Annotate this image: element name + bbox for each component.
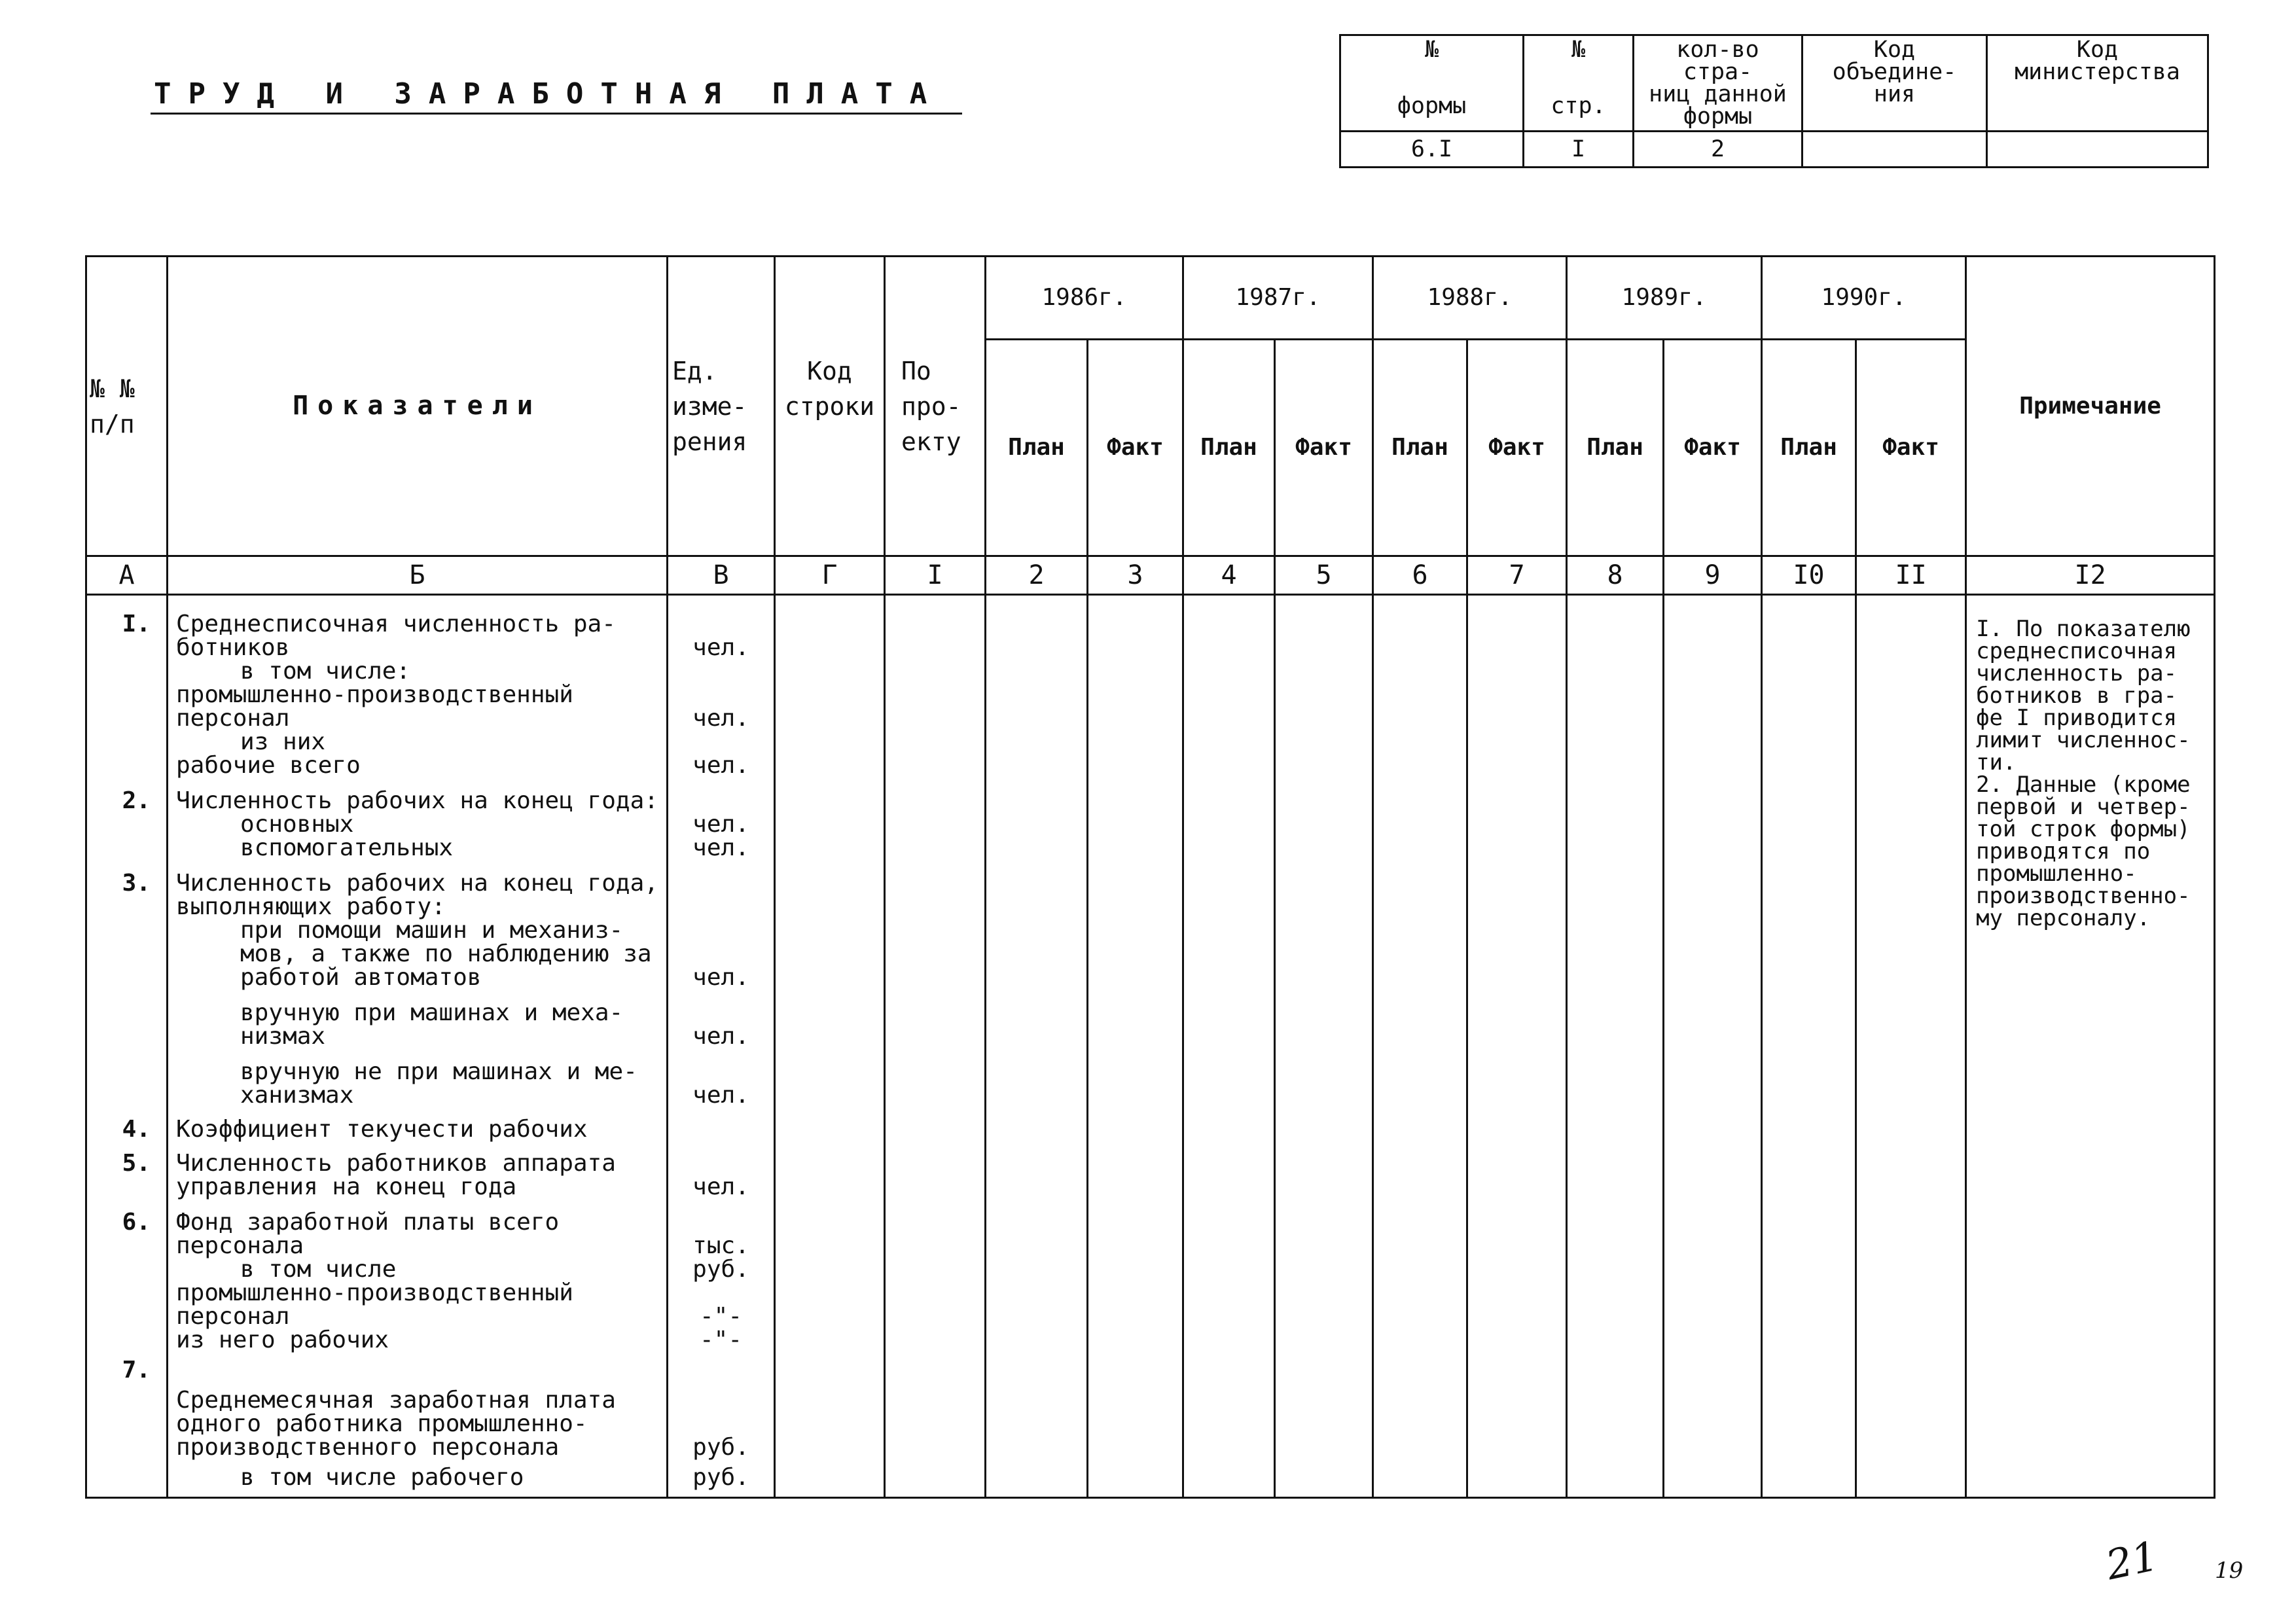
col-header-fact-1987: Факт (1275, 340, 1373, 556)
unit-of-measure (668, 613, 774, 636)
indicator-name (168, 1359, 666, 1382)
row-number (87, 1466, 166, 1489)
unit-of-measure: чел. (692, 811, 749, 838)
labor-wages-table (85, 255, 2214, 1499)
indicator-name: промышленно-производственный (176, 681, 573, 708)
indicator-name: в том числе: (240, 658, 411, 685)
unit-of-measure: тыс. (692, 1232, 749, 1259)
indicator-name: низмах (240, 1023, 326, 1050)
row-number (87, 730, 166, 754)
fact-1990-cell (1856, 595, 1966, 1498)
col-header-project: По про- екту (885, 257, 986, 556)
indicator-name: ботников (176, 634, 290, 661)
col-index: 5 (1275, 556, 1373, 595)
row-number (87, 1258, 166, 1281)
row-number: 6. (122, 1209, 151, 1236)
unit-of-measure (668, 1001, 774, 1025)
indicator-name: Среднесписочная численность ра- (176, 611, 616, 637)
col-index: 4 (1183, 556, 1275, 595)
col-index: II (1856, 556, 1966, 595)
col-index: 3 (1088, 556, 1183, 595)
row-number (87, 1025, 166, 1048)
row-number (87, 942, 166, 966)
header-row-years (86, 257, 2215, 340)
unit-of-measure (668, 683, 774, 707)
row-number: 5. (122, 1150, 151, 1177)
note-line: 2. Данные (кроме (1976, 772, 2191, 798)
association-code-value (1803, 132, 1987, 168)
indicator-name: одного работника промышленно- (176, 1410, 588, 1437)
unit-of-measure (668, 1060, 774, 1084)
form-number-value: 6.I (1340, 132, 1524, 168)
plan-1986-cell (986, 595, 1088, 1498)
col-index: 8 (1567, 556, 1664, 595)
indicator-name: из него рабочих (176, 1327, 389, 1353)
indicator-name: промышленно-производственный (176, 1279, 573, 1306)
col-header-plan-1988: План (1373, 340, 1467, 556)
page-count-value: 2 (1634, 132, 1803, 168)
unit-of-measure (668, 730, 774, 754)
unit-of-measure (668, 1412, 774, 1436)
col-header-plan-1986: План (986, 340, 1088, 556)
row-number: 7. (122, 1357, 151, 1383)
row-number (87, 1281, 166, 1305)
page-number-header: № стр. (1524, 35, 1634, 132)
col-index: 6 (1373, 556, 1467, 595)
plan-1989-cell (1567, 595, 1664, 1498)
indicator-names-column (168, 595, 668, 1498)
row-number (87, 1001, 166, 1025)
col-index: А (86, 556, 168, 595)
handwritten-page-number: 21 (2102, 1531, 2162, 1590)
note-line: лимит численнос- (1976, 727, 2191, 753)
indicator-name: выполняющих работу: (176, 893, 446, 920)
row-number: 2. (122, 787, 151, 814)
fact-1986-cell (1088, 595, 1183, 1498)
note-line: среднесписочная (1976, 638, 2178, 664)
row-number (87, 1305, 166, 1329)
unit-of-measure (668, 895, 774, 919)
indicator-name: Численность рабочих на конец года, (176, 870, 658, 897)
indicator-name: основных (240, 811, 354, 838)
unit-of-measure (668, 1281, 774, 1305)
printed-page-number: 19 (2215, 1558, 2244, 1584)
fact-1988-cell (1467, 595, 1567, 1498)
indicator-name: рабочие всего (176, 752, 361, 779)
unit-of-measure: чел. (692, 705, 749, 732)
row-number (87, 895, 166, 919)
row-numbers-column (86, 595, 168, 1498)
col-index: I2 (1966, 556, 2215, 595)
form-id-value-row (1340, 132, 2208, 168)
indicator-name: ханизмах (240, 1082, 354, 1109)
col-header-note: Примечание (1966, 257, 2215, 556)
col-header-plan-1987: План (1183, 340, 1275, 556)
row-number: I. (122, 611, 151, 637)
col-index: 9 (1664, 556, 1762, 595)
col-header-plan-1989: План (1567, 340, 1664, 556)
unit-of-measure: чел. (692, 964, 749, 991)
unit-of-measure (668, 942, 774, 966)
col-header-fact-1989: Факт (1664, 340, 1762, 556)
unit-of-measure (668, 789, 774, 813)
unit-of-measure: руб. (692, 1434, 749, 1461)
col-index: 2 (986, 556, 1088, 595)
col-header-fact-1988: Факт (1467, 340, 1567, 556)
unit-of-measure (668, 919, 774, 942)
col-header-year-1987: 1987г. (1183, 257, 1373, 340)
col-header-year-1986: 1986г. (986, 257, 1183, 340)
row-number (87, 836, 166, 860)
unit-of-measure: руб. (692, 1256, 749, 1283)
indicator-name: в том числе рабочего (240, 1464, 524, 1491)
indicator-name: Численность рабочих на конец года: (176, 787, 658, 814)
unit-of-measure (668, 1152, 774, 1175)
plan-1990-cell (1762, 595, 1856, 1498)
association-code-header: Код объедине- ния (1803, 35, 1987, 132)
row-number (87, 660, 166, 683)
row-number: 3. (122, 870, 151, 897)
unit-of-measure: -"- (699, 1303, 743, 1330)
page-title: ТРУД И ЗАРАБОТНАЯ ПЛАТА (154, 77, 944, 111)
form-id-header-row (1340, 35, 2208, 132)
row-number (87, 966, 166, 990)
indicator-body-row (86, 595, 2215, 1498)
row-number (87, 754, 166, 777)
plan-1987-cell (1183, 595, 1275, 1498)
notes-column (1966, 595, 2215, 1498)
indicator-name: персонала (176, 1232, 304, 1259)
col-header-indicator: Показатели (168, 257, 668, 556)
col-header-year-1989: 1989г. (1567, 257, 1762, 340)
indicator-name: из них (240, 728, 326, 755)
row-number (87, 707, 166, 730)
form-id-table (1339, 34, 2207, 162)
col-index: I0 (1762, 556, 1856, 595)
unit-of-measure: чел. (692, 1023, 749, 1050)
indicator-name: в том числе (240, 1256, 397, 1283)
col-header-year-1990: 1990г. (1762, 257, 1966, 340)
col-header-fact-1986: Факт (1088, 340, 1183, 556)
col-header-year-1988: 1988г. (1373, 257, 1567, 340)
note-line: I. По показателю (1976, 616, 2191, 642)
title-underline (151, 113, 962, 115)
unit-of-measure (668, 1211, 774, 1234)
indicator-name: при помощи машин и механиз- (240, 917, 624, 944)
col-header-num: № № п/п (86, 257, 168, 556)
unit-of-measure: чел. (692, 634, 749, 661)
row-number (87, 1436, 166, 1459)
indicator-name: вручную при машинах и меха- (240, 999, 624, 1026)
indicator-name: вспомогательных (240, 834, 454, 861)
page-count-header: кол-во стра- ниц данной формы (1634, 35, 1803, 132)
unit-of-measure: чел. (692, 1173, 749, 1200)
row-number (87, 636, 166, 660)
row-number (87, 813, 166, 836)
indicator-name: Коэффициент текучести рабочих (176, 1116, 588, 1143)
indicator-name: работой автоматов (240, 964, 482, 991)
fact-1987-cell (1275, 595, 1373, 1498)
row-number (87, 1329, 166, 1352)
indicator-name: вручную не при машинах и ме- (240, 1058, 637, 1085)
col-header-unit: Ед. изме- рения (668, 257, 775, 556)
col-index: I (885, 556, 986, 595)
col-header-plan-1990: План (1762, 340, 1856, 556)
note-line: той строк формы) (1976, 816, 2191, 842)
row-number (87, 919, 166, 942)
unit-of-measure: -"- (699, 1327, 743, 1353)
col-index: В (668, 556, 775, 595)
note-line: первой и четвер- (1976, 794, 2191, 820)
unit-of-measure (668, 660, 774, 683)
unit-of-measure (668, 1389, 774, 1412)
col-index: 7 (1467, 556, 1567, 595)
units-column (668, 595, 775, 1498)
unit-of-measure (668, 872, 774, 895)
note-line: численность ра- (1976, 660, 2178, 687)
col-header-line-code: Код строки (775, 257, 885, 556)
note-line: фе I приводится (1976, 705, 2178, 731)
unit-of-measure: чел. (692, 834, 749, 861)
col-header-fact-1990: Факт (1856, 340, 1966, 556)
project-cell (885, 595, 986, 1498)
note-line: приводятся по (1976, 838, 2151, 865)
plan-1988-cell (1373, 595, 1467, 1498)
page-number-value: I (1524, 132, 1634, 168)
note-line: ботников в гра- (1976, 683, 2178, 709)
indicator-name: управления на конец года (176, 1173, 517, 1200)
unit-of-measure (668, 1118, 774, 1141)
ministry-code-value (1987, 132, 2208, 168)
unit-of-measure (668, 1359, 774, 1382)
indicator-name: Среднемесячная заработная плата (176, 1387, 616, 1414)
row-number (87, 1060, 166, 1084)
indicator-name: Численность работников аппарата (176, 1150, 616, 1177)
note-line: ти. (1976, 749, 2017, 776)
indicator-name: персонал (176, 1303, 290, 1330)
note-line: му персоналу. (1976, 905, 2151, 931)
row-number (87, 1175, 166, 1199)
col-index: Б (168, 556, 668, 595)
indicator-name: Фонд заработной платы всего (176, 1209, 560, 1236)
fact-1989-cell (1664, 595, 1762, 1498)
row-number: 4. (122, 1116, 151, 1143)
unit-of-measure: чел. (692, 1082, 749, 1109)
indicator-name: мов, а также по наблюдению за (240, 940, 652, 967)
row-number (87, 1234, 166, 1258)
row-number (87, 1389, 166, 1412)
indicator-name: производственного персонала (176, 1434, 560, 1461)
unit-of-measure: руб. (692, 1464, 749, 1491)
form-number-header: № формы (1340, 35, 1524, 132)
line-code-cell (775, 595, 885, 1498)
note-line: промышленно- (1976, 861, 2137, 887)
row-number (87, 683, 166, 707)
column-index-row (86, 556, 2215, 595)
unit-of-measure: чел. (692, 752, 749, 779)
note-line: производственно- (1976, 883, 2191, 909)
row-number (87, 1412, 166, 1436)
ministry-code-header: Код министерства (1987, 35, 2208, 132)
indicator-name: персонал (176, 705, 290, 732)
row-number (87, 1084, 166, 1107)
col-index: Г (775, 556, 885, 595)
